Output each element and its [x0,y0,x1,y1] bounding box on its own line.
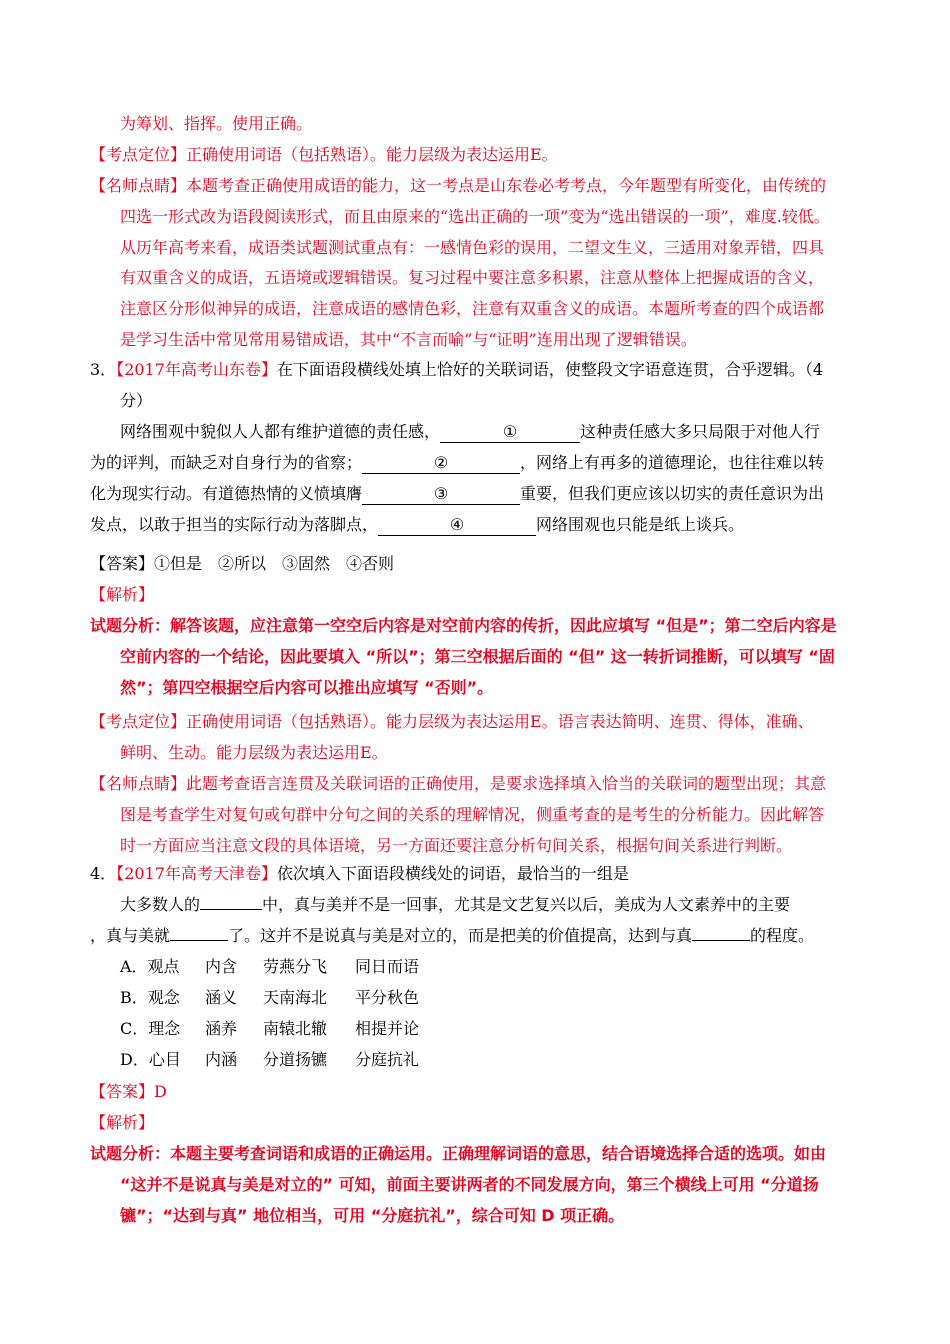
passage-line [90,924,814,948]
text-line: 【答案】D [90,1082,167,1101]
question-3-header [90,358,823,382]
passage-text: 的程度。 [750,926,815,945]
option-word: 涵养 [205,1019,238,1038]
passage-text: 网络围观中貌似人人都有维护道德的责任感， [120,422,441,441]
option-word: 南辕北辙 [263,1019,328,1038]
passage-line [120,420,820,444]
option-label: B．观念 [120,988,180,1007]
text-line: 【考点定位】正确使用词语（包括熟语）。能力层级为表达运用E。 [90,145,558,164]
option-word: 同日而语 [355,957,420,976]
option-word: 劳燕分飞 [263,957,328,976]
passage-line [90,451,824,475]
option-word: 分道扬镳 [263,1050,328,1069]
passage-text: 化为现实行动。有道德热情的义愤填膺 [90,484,363,503]
option-word: 相提并论 [355,1019,420,1038]
text-line: 【解析】 [90,585,155,604]
question-3-prompt-cont [120,389,152,413]
passage-text: 这种责任感大多只局限于对他人行 [580,422,821,441]
blank-3: ③ [362,484,520,505]
option-label: D．心目 [120,1050,181,1069]
option-word: 平分秋色 [355,988,420,1007]
passage-text: 了。这并不是说真与美是对立的，而是把美的价值提高，达到与真 [228,926,693,945]
passage-text: 中，真与美并不是一回事，尤其是文艺复兴以后，美成为人文素养中的主要 [262,895,791,914]
passage-line [90,482,824,506]
blank-2: ② [362,453,520,474]
text-line: 【解析】 [90,1113,155,1132]
blank-2 [170,940,228,941]
passage-text: 大多数人的 [120,895,201,914]
text-line: 为筹划、指挥。使用正确。 [120,114,313,133]
text-line: 有双重含义的成语，五语境或逻辑错误。复习过程中要注意多积累，注意从整体上把握成语的含义， [120,268,825,287]
option-word: 天南海北 [263,988,328,1007]
text-line: 【名师点睛】本题考查正确使用成语的能力，这一考点是山东卷必考考点，今年题型有所变化，由传统的 [90,176,827,195]
text-line: 镳”；“达到与真” 地位相当，可用 “分庭抗礼”，综合可知 D 项正确。 [120,1206,625,1225]
question-prompt-cont: 分） [120,391,153,410]
option-word: 内含 [205,957,238,976]
passage-text: ，真与美就 [90,926,171,945]
question-4-header [90,862,629,886]
text-line: 试题分析：本题主要考查词语和成语的正确运用。正确理解词语的意思，结合语境选择合适的选项。如由 [90,1144,827,1163]
text-line: 【考点定位】正确使用词语（包括熟语）。能力层级为表达运用E。语言表达简明、连贯、得体，准确、 [90,712,814,731]
text-line: “这并不是说真与美是对立的” 可知，前面主要讲两者的不同发展方向，第三个横线上可用 “分道扬 [120,1175,819,1194]
passage-text: 为的评判，而缺乏对自身行为的省察； [90,453,363,472]
option-word: 分庭抗礼 [355,1050,420,1069]
question-source: 【2017年高考山东卷】 [116,360,277,379]
passage-line [120,893,790,917]
question-prompt: 在下面语段横线处填上恰好的关联词语，使整段文字语意连贯，合乎逻辑。（4 [276,360,824,379]
option-word: 内涵 [205,1050,238,1069]
text-line: 然”；第四空根据空后内容可以推出应填写 “否则”。 [120,678,494,697]
passage-text: 网络围观也只能是纸上谈兵。 [536,515,745,534]
option-label: C．理念 [120,1019,181,1038]
text-line: 从历年高考来看，成语类试题测试重点有：一感情色彩的误用，二望文生义，三适用对象弄错，四具 [120,238,825,257]
passage-text: 发点，以敢于担当的实际行动为落脚点， [90,515,379,534]
blank-3 [692,940,750,941]
passage-text: 重要，但我们更应该以切实的责任意识为出 [520,484,825,503]
option-label: A．观点 [120,957,180,976]
question-number: 3． [90,360,117,379]
option-word: 涵义 [205,988,238,1007]
question-source: 【2017年高考天津卷】 [116,864,277,883]
text-line: 【答案】①但是 ②所以 ③固然 ④否则 [90,554,395,573]
question-number: 4． [90,864,117,883]
passage-text: ，网络上有再多的道德理论，也往往难以转 [520,453,825,472]
question-prompt: 依次填入下面语段横线处的词语，最恰当的一组是 [276,864,629,883]
text-line: 四选一形式改为语段阅读形式，而且由原来的“选出正确的一项”变为“选出错误的一项”，难度.较低。 [120,207,830,226]
text-line: 试题分析：解答该题，应注意第一空空后内容是对空前内容的传折，因此应填写 “但是”；第二空后内容是 [90,616,837,635]
text-line: 注意区分形似神异的成语，注意成语的感情色彩，注意有双重含义的成语。本题所考查的四个成语都 [120,299,825,318]
blank-4: ④ [378,515,536,536]
text-line: 时一方面应当注意文段的具体语境，另一方面还要注意分析句间关系，根据句间关系进行判断。 [120,836,793,855]
passage-line [90,513,744,537]
text-line: 【名师点睛】此题考查语言连贯及关联词语的正确使用，是要求选择填入恰当的关联词的题型出现；其意 [90,774,827,793]
text-line: 是学习生活中常见常用易错成语，其中“不言而喻”与“证明”连用出现了逻辑错误。 [120,330,697,349]
text-line: 空前内容的一个结论，因此要填入 “所以”；第三空根据后面的 “但” 这一转折词推断，可以填写 “固 [120,647,835,666]
blank-1: ① [440,422,580,443]
text-line: 鲜明、生动。能力层级为表达运用E。 [120,743,388,762]
text-line: 图是考查学生对复句或句群中分句之间的关系的理解情况，侧重考查的是考生的分析能力。因此解答 [120,805,825,824]
blank-1 [200,909,262,910]
